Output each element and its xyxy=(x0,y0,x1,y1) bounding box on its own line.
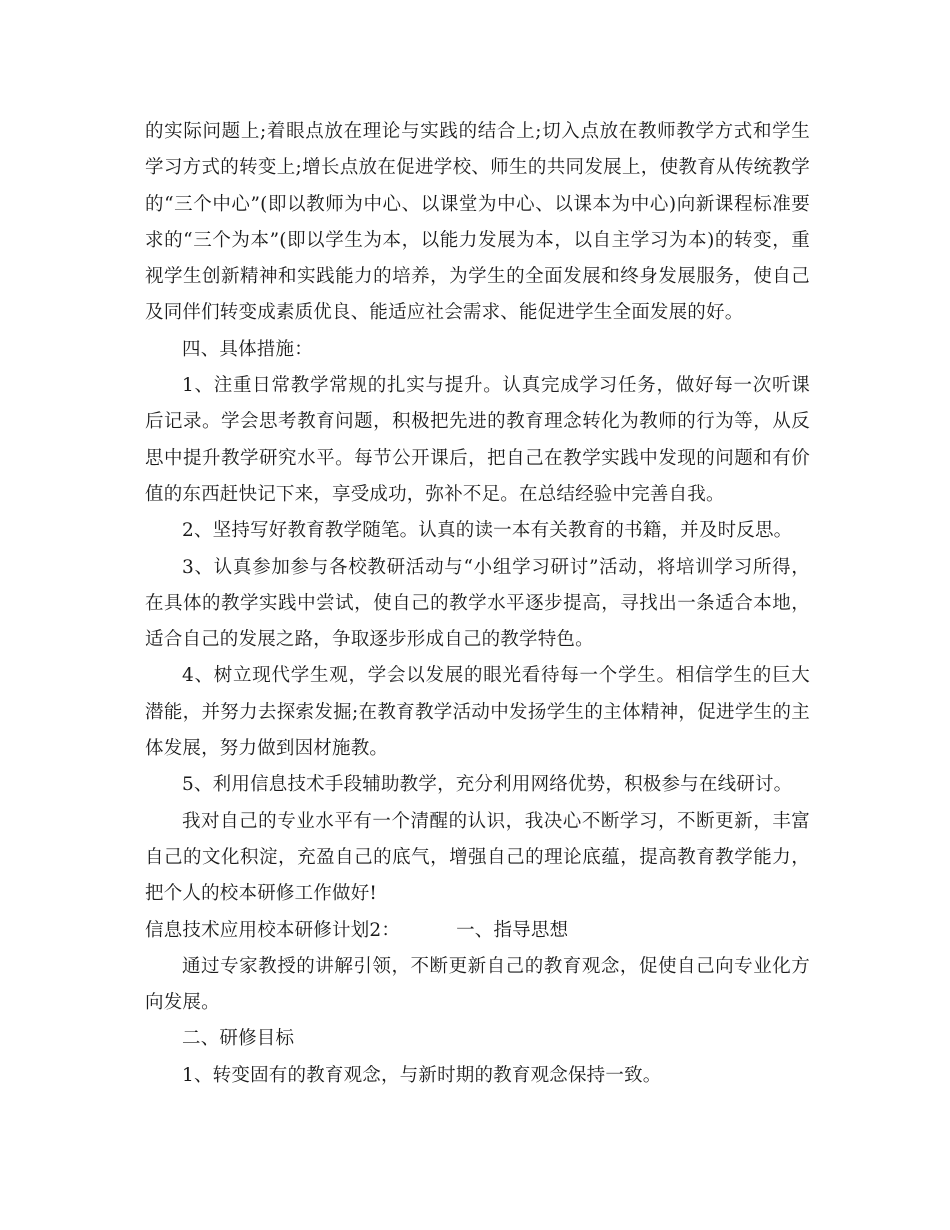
plan2-title: 信息技术应用校本研修计划2： xyxy=(145,919,401,941)
closing-paragraph: 我对自己的专业水平有一个清醒的认识，我决心不断学习，不断更新，丰富自己的文化积淀，充盈自己的底气，增强自己的理论底蕴，提高教育教学能力，把个人的校本研修工作做好! xyxy=(145,810,810,905)
measure-item-3: 3、认真参加参与各校教研活动与“小组学习研讨”活动，将培训学习所得，在具体的教学实践中尝试，使自己的教学水平逐步提高，寻找出一条适合本地，适合自己的发展之路，争取逐步形成自己的教学特色。 xyxy=(145,556,810,651)
measure-item-4: 4、树立现代学生观，学会以发展的眼光看待每一个学生。相信学生的巨大潜能，并努力去探索发掘;在教育教学活动中发扬学生的主体精神，促进学生的主体发展，努力做到因材施教。 xyxy=(145,665,810,760)
measure-item-1: 1、注重日常教学常规的扎实与提升。认真完成学习任务，做好每一次听课后记录。学会思考教育问题，积极把先进的教育理念转化为教师的行为等，从反思中提升教学研究水平。每节公开课后，把自己在教学实践中发现的问题和有价值的东西赶快记下来，享受成功，弥补不足。在总结经验中完善自我。 xyxy=(145,375,810,505)
goal-item-1: 1、转变固有的教育观念，与新时期的教育观念保持一致。 xyxy=(182,1064,662,1086)
heading-guiding-ideology: 一、指导思想 xyxy=(456,919,569,941)
measure-item-5: 5、利用信息技术手段辅助教学，充分利用网络优势，积极参与在线研讨。 xyxy=(182,774,793,796)
plan2-title-line xyxy=(145,913,810,949)
document-body xyxy=(145,114,810,1094)
paragraph-guiding-ideology: 通过专家教授的讲解引领，不断更新自己的教育观念，促使自己向专业化方向发展。 xyxy=(145,955,810,1014)
heading-training-goals: 二、研修目标 xyxy=(182,1028,295,1050)
measure-item-2: 2、坚持写好教育教学随笔。认真的读一本有关教育的书籍，并及时反思。 xyxy=(182,520,793,542)
paragraph-goals-continued: 的实际问题上;着眼点放在理论与实践的结合上;切入点放在教师教学方式和学生学习方式的转变上;增长点放在促进学校、师生的共同发展上，使教育从传统教学的“三个中心”(即以教师为中心、以课堂为中心、以课本为中心)向新课程标准要求的“三个为本”(即以学生为本，以能力发展为本，以自主学习为本)的转变，重视学生创新精神和实践能力的培养，为学生的全面发展和终身发展服务，使自己及同伴们转变成素质优良、能适应社会需求、能促进学生全面发展的好。 xyxy=(145,121,810,324)
heading-specific-measures: 四、具体措施： xyxy=(182,338,313,360)
